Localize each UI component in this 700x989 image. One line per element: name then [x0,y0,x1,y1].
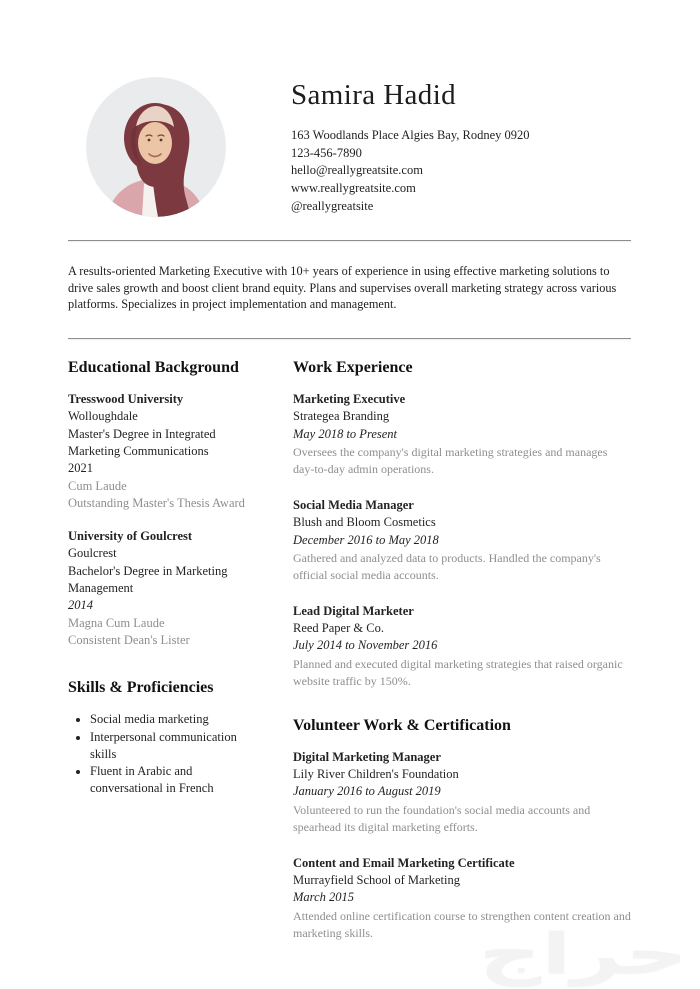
honor: Consistent Dean's Lister [68,632,190,647]
volunteer-title: Digital Marketing Manager [293,749,441,764]
graduation-year: 2021 [68,461,93,476]
left-column [68,359,255,960]
education-entry [68,528,255,649]
school-name: University of Goulcrest [68,529,193,544]
volunteer-dates: March 2015 [293,890,354,905]
job-entry [293,497,631,584]
header-info [291,77,530,217]
job-entry [293,391,631,478]
contact-email: hello@reallygreatsite.com [291,163,423,178]
header [0,0,700,217]
job-entry [293,603,631,690]
skills-list [68,711,255,797]
experience-heading: Work Experience [293,359,413,377]
skill-item: • Fluent in Arabic and conversational in French [90,763,255,798]
contact-social: @reallygreatsite [291,198,374,213]
volunteer-heading: Volunteer Work & Certification [293,716,511,734]
education-heading: Educational Background [68,359,239,377]
volunteer-entry [293,749,631,836]
divider-top [68,240,631,241]
job-dates: July 2014 to November 2016 [293,638,438,653]
profile-summary: A results-oriented Marketing Executive with 10+ years of experience in using effective marketing solutions to drive sales growth and boost client brand equity. Plans and supervises overall marketing strategy across various platforms. Specializes in project implementation and management. [68,264,617,312]
volunteer-description: Attended online certification course to strengthen content creation and marketing skills. [293,908,631,940]
school-name: Tresswood University [68,392,184,407]
contact-address: 163 Woodlands Place Algies Bay, Rodney 0920 [291,128,530,142]
volunteer-description: Volunteered to run the foundation's social media accounts and spearhead its digital marketing efforts. [293,802,591,834]
skill-item: • Social media marketing [90,711,255,728]
job-title: Lead Digital Marketer [293,603,414,618]
profile-photo-illustration [86,77,226,217]
job-description: Planned and executed digital marketing strategies that raised organic website traffic by 150%. [293,656,623,688]
skill-item: • Interpersonal communication skills [90,729,255,764]
content-columns [68,359,631,960]
site-watermark: حراج [479,922,688,987]
right-column [293,359,631,960]
person-name: Samira Hadid [291,79,457,111]
volunteer-organization: Lily River Children's Foundation [293,767,459,782]
contact-phone: 123-456-7890 [291,145,362,160]
volunteer-organization: Murrayfield School of Marketing [293,872,460,887]
skills-heading: Skills & Proficiencies [68,679,214,697]
job-title: Marketing Executive [293,392,406,407]
job-dates: December 2016 to May 2018 [293,532,439,547]
volunteer-dates: January 2016 to August 2019 [293,784,441,799]
honor: Outstanding Master's Thesis Award [68,495,245,510]
job-company: Reed Paper & Co. [293,621,384,636]
skills-section [68,679,255,797]
contact-website: www.reallygreatsite.com [291,181,416,196]
honor: Cum Laude [68,478,127,493]
school-location: Goulcrest [68,546,117,561]
school-location: Wolloughdale [68,409,138,424]
degree: Bachelor's Degree in Marketing Management [68,563,228,596]
education-entry [68,391,255,512]
honor: Magna Cum Laude [68,615,165,630]
divider-bottom [68,338,631,339]
experience-section [293,359,631,690]
graduation-year: 2014 [68,598,93,613]
volunteer-title: Content and Email Marketing Certificate [293,855,515,870]
job-title: Social Media Manager [293,498,414,512]
education-section [68,359,255,649]
job-company: Strategea Branding [293,409,390,424]
job-dates: May 2018 to Present [293,426,398,441]
profile-photo [86,77,226,217]
job-company: Blush and Bloom Cosmetics [293,515,436,530]
degree: Master's Degree in Integrated Marketing Communications [68,426,216,458]
volunteer-section [293,717,631,942]
job-description: Gathered and analyzed data to products. Handled the company's official social media accounts. [293,550,601,582]
job-description: Oversees the company's digital marketing strategies and manages day-to-day admin operations. [293,445,608,476]
